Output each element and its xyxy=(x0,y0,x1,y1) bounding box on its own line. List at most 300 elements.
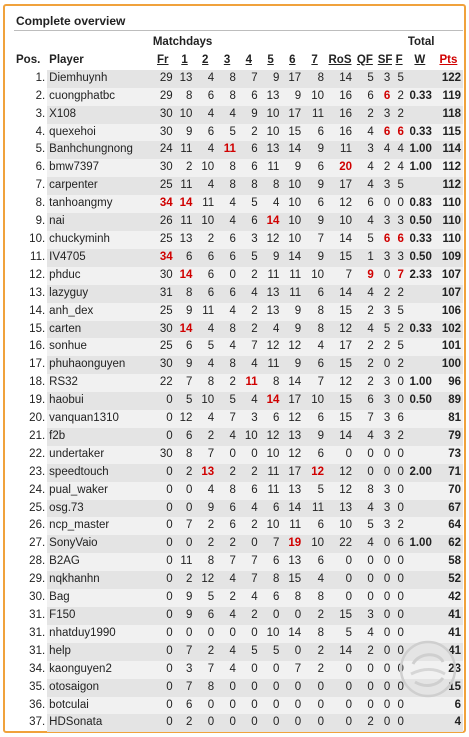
cell-d1: 8 xyxy=(175,446,195,464)
table-row xyxy=(14,177,463,195)
cell-d2: 8 xyxy=(194,679,216,697)
cell-sf: 3 xyxy=(376,374,393,392)
cell-pts: 112 xyxy=(434,159,463,177)
cell-d3: 4 xyxy=(216,607,238,625)
cell-pts: 58 xyxy=(434,553,463,571)
cell-d5: 6 xyxy=(260,589,282,607)
cell-d5: 10 xyxy=(260,625,282,643)
col-header-day5[interactable]: 5 xyxy=(267,53,274,66)
cell-f: 0 xyxy=(392,625,406,643)
cell-qf: 4 xyxy=(354,285,376,303)
cell-f: 4 xyxy=(392,159,406,177)
cell-ros: 15 xyxy=(326,356,354,374)
cell-f: 2 xyxy=(392,428,406,446)
cell-d5: 0 xyxy=(260,661,282,679)
table-row xyxy=(14,410,463,428)
cell-d1: 14 xyxy=(175,267,195,285)
cell-f: 0 xyxy=(392,392,406,410)
cell-sf: 6 xyxy=(376,231,393,249)
player-name: nqkhanhn xyxy=(47,571,151,589)
cell-d1: 7 xyxy=(175,643,195,661)
cell-sf: 2 xyxy=(376,338,393,356)
cell-d7: 2 xyxy=(303,607,326,625)
cell-pts: 112 xyxy=(434,177,463,195)
player-name: speedtouch xyxy=(47,464,151,482)
cell-pts: 122 xyxy=(434,70,463,88)
cell-sf: 3 xyxy=(376,482,393,500)
cell-sf: 4 xyxy=(376,141,393,159)
cell-d3: 2 xyxy=(216,535,238,553)
cell-ros: 0 xyxy=(326,571,354,589)
cell-d6: 15 xyxy=(281,124,303,142)
cell-d6: 14 xyxy=(281,249,303,267)
column-header-row xyxy=(14,52,463,70)
cell-w: 2.33 xyxy=(406,267,434,285)
col-header-pts[interactable]: Pts xyxy=(439,53,458,66)
cell-d2: 6 xyxy=(194,249,216,267)
cell-d6: 14 xyxy=(281,625,303,643)
table-row xyxy=(14,553,463,571)
row-position: 26. xyxy=(29,519,46,532)
cell-d3: 6 xyxy=(216,517,238,535)
table-row xyxy=(14,679,463,697)
cell-w xyxy=(406,714,434,732)
cell-ros: 0 xyxy=(326,714,354,732)
cell-d7: 0 xyxy=(303,697,326,715)
col-header-day1[interactable]: 1 xyxy=(181,53,188,66)
row-position: 21. xyxy=(29,429,46,442)
cell-qf: 0 xyxy=(354,661,376,679)
cell-f: 2 xyxy=(392,285,406,303)
player-name: nhatduy1990 xyxy=(47,625,151,643)
cell-d2: 11 xyxy=(194,195,216,213)
cell-d4: 2 xyxy=(238,303,260,321)
cell-d7: 7 xyxy=(303,374,326,392)
col-header-day3[interactable]: 3 xyxy=(223,53,231,66)
cell-fr: 24 xyxy=(151,141,175,159)
cell-pts: 70 xyxy=(434,482,463,500)
cell-d5: 6 xyxy=(260,553,282,571)
cell-fr: 31 xyxy=(151,285,175,303)
cell-d4: 10 xyxy=(238,428,260,446)
cell-ros: 11 xyxy=(326,141,354,159)
cell-sf: 0 xyxy=(376,195,393,213)
cell-qf: 2 xyxy=(354,643,376,661)
cell-d7: 0 xyxy=(303,714,326,732)
table-row xyxy=(14,88,463,106)
cell-w: 0.50 xyxy=(406,249,434,267)
cell-ros: 16 xyxy=(326,88,354,106)
row-position: 35. xyxy=(29,680,46,693)
cell-qf: 4 xyxy=(354,428,376,446)
cell-pts: 110 xyxy=(434,231,463,249)
col-header-ros[interactable]: RoS xyxy=(328,53,352,66)
cell-fr: 0 xyxy=(151,697,175,715)
cell-qf: 2 xyxy=(354,106,376,124)
cell-fr: 34 xyxy=(151,249,175,267)
cell-fr: 30 xyxy=(151,356,175,374)
cell-d4: 0 xyxy=(238,661,260,679)
cell-pts: 107 xyxy=(434,267,463,285)
cell-d3: 6 xyxy=(216,500,238,518)
cell-d6: 14 xyxy=(281,374,303,392)
cell-d1: 0 xyxy=(175,482,195,500)
cell-d4: 2 xyxy=(238,517,260,535)
cell-d6: 17 xyxy=(281,106,303,124)
cell-d7: 10 xyxy=(303,88,326,106)
cell-fr: 30 xyxy=(151,124,175,142)
col-header-w[interactable]: W xyxy=(414,53,426,66)
cell-f: 0 xyxy=(392,643,406,661)
cell-d2: 9 xyxy=(194,500,216,518)
cell-ros: 0 xyxy=(326,589,354,607)
cell-qf: 4 xyxy=(354,535,376,553)
cell-d5: 0 xyxy=(260,679,282,697)
cell-d4: 4 xyxy=(238,392,260,410)
cell-d7: 6 xyxy=(303,124,326,142)
cell-d1: 6 xyxy=(175,697,195,715)
row-position: 30. xyxy=(29,591,46,604)
row-position: 13. xyxy=(29,286,46,299)
cell-fr: 0 xyxy=(151,464,175,482)
cell-pts: 118 xyxy=(434,106,463,124)
cell-d4: 0 xyxy=(238,697,260,715)
cell-qf: 5 xyxy=(354,231,376,249)
table-row xyxy=(14,607,463,625)
cell-sf: 0 xyxy=(376,553,393,571)
cell-sf: 0 xyxy=(376,697,393,715)
cell-sf: 6 xyxy=(376,88,393,106)
cell-d5: 13 xyxy=(260,88,282,106)
cell-qf: 4 xyxy=(354,124,376,142)
cell-d6: 10 xyxy=(281,213,303,231)
cell-ros: 15 xyxy=(326,303,354,321)
cell-d3: 8 xyxy=(216,482,238,500)
cell-fr: 25 xyxy=(151,303,175,321)
col-header-qf[interactable]: QF xyxy=(356,53,373,66)
cell-d1: 6 xyxy=(175,428,195,446)
cell-d7: 2 xyxy=(303,661,326,679)
cell-d1: 3 xyxy=(175,661,195,679)
cell-fr: 29 xyxy=(151,70,175,88)
cell-d1: 2 xyxy=(175,464,195,482)
cell-d2: 4 xyxy=(194,356,216,374)
player-name: haobui xyxy=(47,392,151,410)
cell-d1: 7 xyxy=(175,679,195,697)
cell-fr: 22 xyxy=(151,374,175,392)
col-header-day2[interactable]: 2 xyxy=(202,53,209,66)
cell-d1: 2 xyxy=(175,159,195,177)
cell-w: 0.50 xyxy=(406,213,434,231)
cell-w: 2.00 xyxy=(406,464,434,482)
cell-d3: 8 xyxy=(216,70,238,88)
cell-f: 0 xyxy=(392,571,406,589)
cell-ros: 17 xyxy=(326,177,354,195)
cell-d7: 6 xyxy=(303,285,326,303)
player-name: pual_waker xyxy=(47,482,151,500)
cell-d3: 0 xyxy=(216,697,238,715)
cell-d3: 0 xyxy=(216,625,238,643)
cell-d5: 10 xyxy=(260,106,282,124)
cell-d6: 9 xyxy=(281,356,303,374)
cell-d3: 2 xyxy=(216,464,238,482)
cell-qf: 0 xyxy=(354,679,376,697)
cell-w xyxy=(406,500,434,518)
cell-d2: 4 xyxy=(194,177,216,195)
cell-sf: 0 xyxy=(376,571,393,589)
player-name: chuckyminh xyxy=(47,231,151,249)
cell-fr: 0 xyxy=(151,714,175,732)
cell-f: 0 xyxy=(392,446,406,464)
table-row xyxy=(14,285,463,303)
cell-d7: 12 xyxy=(303,464,326,482)
table-row xyxy=(14,392,463,410)
cell-d1: 2 xyxy=(175,714,195,732)
cell-ros: 12 xyxy=(326,482,354,500)
row-position: 7. xyxy=(35,179,46,192)
cell-pts: 6 xyxy=(434,697,463,715)
player-name: B2AG xyxy=(47,553,151,571)
cell-d6: 15 xyxy=(281,571,303,589)
cell-ros: 10 xyxy=(326,213,354,231)
group-header-row xyxy=(14,34,463,52)
cell-qf: 6 xyxy=(354,195,376,213)
cell-d7: 4 xyxy=(303,338,326,356)
player-name: anh_dex xyxy=(47,303,151,321)
cell-ros: 12 xyxy=(326,374,354,392)
overview-panel xyxy=(3,4,466,733)
cell-d3: 7 xyxy=(216,553,238,571)
cell-pts: 114 xyxy=(434,141,463,159)
col-header-f[interactable]: F xyxy=(395,53,403,66)
cell-d4: 0 xyxy=(238,535,260,553)
cell-fr: 30 xyxy=(151,321,175,339)
cell-d5: 8 xyxy=(260,177,282,195)
cell-pts: 89 xyxy=(434,392,463,410)
cell-ros: 0 xyxy=(326,446,354,464)
cell-sf: 0 xyxy=(376,714,393,732)
cell-pts: 41 xyxy=(434,607,463,625)
cell-d7: 8 xyxy=(303,321,326,339)
player-name: undertaker xyxy=(47,446,151,464)
cell-ros: 5 xyxy=(326,625,354,643)
cell-d4: 0 xyxy=(238,679,260,697)
player-name: bmw7397 xyxy=(47,159,151,177)
cell-d5: 11 xyxy=(260,356,282,374)
row-position: 16. xyxy=(29,340,46,353)
cell-d1: 0 xyxy=(175,535,195,553)
cell-f: 0 xyxy=(392,714,406,732)
cell-d3: 5 xyxy=(216,124,238,142)
cell-d6: 10 xyxy=(281,231,303,249)
cell-d1: 9 xyxy=(175,124,195,142)
cell-sf: 0 xyxy=(376,267,393,285)
cell-sf: 2 xyxy=(376,159,393,177)
cell-qf: 0 xyxy=(354,553,376,571)
table-row xyxy=(14,625,463,643)
cell-d3: 4 xyxy=(216,106,238,124)
cell-qf: 0 xyxy=(354,464,376,482)
cell-d4: 5 xyxy=(238,643,260,661)
cell-f: 6 xyxy=(392,535,406,553)
cell-fr: 0 xyxy=(151,679,175,697)
player-name: Bag xyxy=(47,589,151,607)
cell-d4: 2 xyxy=(238,464,260,482)
cell-d2: 11 xyxy=(194,303,216,321)
cell-fr: 0 xyxy=(151,643,175,661)
row-position: 36. xyxy=(29,698,46,711)
cell-d6: 12 xyxy=(281,410,303,428)
cell-d2: 5 xyxy=(194,338,216,356)
cell-pts: 81 xyxy=(434,410,463,428)
cell-sf: 6 xyxy=(376,124,393,142)
cell-d3: 6 xyxy=(216,249,238,267)
cell-d2: 4 xyxy=(194,141,216,159)
col-header-fr[interactable]: Fr xyxy=(157,53,169,66)
cell-d7: 9 xyxy=(303,141,326,159)
player-name: quexehoi xyxy=(47,124,151,142)
cell-pts: 73 xyxy=(434,446,463,464)
cell-fr: 0 xyxy=(151,500,175,518)
cell-d3: 5 xyxy=(216,392,238,410)
cell-d6: 13 xyxy=(281,428,303,446)
cell-d3: 6 xyxy=(216,231,238,249)
cell-sf: 3 xyxy=(376,213,393,231)
cell-d1: 11 xyxy=(175,213,195,231)
cell-d4: 2 xyxy=(238,321,260,339)
player-name: f2b xyxy=(47,428,151,446)
cell-d3: 4 xyxy=(216,303,238,321)
cell-d5: 4 xyxy=(260,195,282,213)
player-name: botculai xyxy=(47,697,151,715)
cell-d4: 5 xyxy=(238,249,260,267)
table-row xyxy=(14,213,463,231)
row-position: 15. xyxy=(29,322,46,335)
cell-pts: 107 xyxy=(434,285,463,303)
cell-f: 0 xyxy=(392,607,406,625)
cell-d4: 7 xyxy=(238,553,260,571)
cell-sf: 0 xyxy=(376,625,393,643)
cell-d7: 10 xyxy=(303,267,326,285)
cell-d6: 0 xyxy=(281,643,303,661)
player-name: Diemhuynh xyxy=(47,70,151,88)
cell-f: 0 xyxy=(392,500,406,518)
row-position: 34. xyxy=(29,662,46,675)
cell-d5: 12 xyxy=(260,338,282,356)
col-header-day6[interactable]: 6 xyxy=(289,53,296,66)
cell-ros: 12 xyxy=(326,195,354,213)
cell-sf: 2 xyxy=(376,285,393,303)
row-position: 37. xyxy=(29,716,46,729)
player-name: nai xyxy=(47,213,151,231)
cell-f: 5 xyxy=(392,177,406,195)
cell-qf: 3 xyxy=(354,141,376,159)
cell-w xyxy=(406,285,434,303)
cell-sf: 0 xyxy=(376,535,393,553)
table-row xyxy=(14,428,463,446)
cell-fr: 0 xyxy=(151,553,175,571)
cell-sf: 3 xyxy=(376,303,393,321)
table-row xyxy=(14,231,463,249)
cell-w: 0.83 xyxy=(406,195,434,213)
cell-d2: 0 xyxy=(194,714,216,732)
cell-f: 5 xyxy=(392,70,406,88)
cell-sf: 3 xyxy=(376,106,393,124)
player-name: HDSonata xyxy=(47,714,151,732)
col-header-day7[interactable]: 7 xyxy=(311,53,318,66)
col-header-day4[interactable]: 4 xyxy=(245,53,252,66)
cell-fr: 0 xyxy=(151,517,175,535)
cell-d6: 9 xyxy=(281,88,303,106)
cell-pts: 41 xyxy=(434,643,463,661)
cell-d2: 2 xyxy=(194,517,216,535)
cell-d7: 6 xyxy=(303,195,326,213)
cell-d6: 0 xyxy=(281,607,303,625)
cell-d1: 11 xyxy=(175,141,195,159)
cell-d1: 7 xyxy=(175,374,195,392)
cell-d1: 8 xyxy=(175,88,195,106)
cell-d1: 11 xyxy=(175,177,195,195)
cell-d2: 7 xyxy=(194,446,216,464)
cell-d5: 10 xyxy=(260,446,282,464)
cell-d3: 8 xyxy=(216,88,238,106)
cell-f: 4 xyxy=(392,141,406,159)
cell-d3: 6 xyxy=(216,285,238,303)
cell-d4: 9 xyxy=(238,106,260,124)
cell-d2: 2 xyxy=(194,643,216,661)
cell-d1: 6 xyxy=(175,249,195,267)
col-header-sf[interactable]: SF xyxy=(377,53,393,66)
cell-sf: 3 xyxy=(376,500,393,518)
cell-d2: 2 xyxy=(194,535,216,553)
cell-w xyxy=(406,589,434,607)
cell-qf: 4 xyxy=(354,177,376,195)
row-position: 17. xyxy=(29,358,46,371)
cell-d1: 14 xyxy=(175,195,195,213)
player-name: Banhchungnong xyxy=(47,141,151,159)
cell-qf: 3 xyxy=(354,607,376,625)
cell-d1: 13 xyxy=(175,231,195,249)
cell-d4: 4 xyxy=(238,589,260,607)
cell-pts: 41 xyxy=(434,625,463,643)
cell-w: 1.00 xyxy=(406,535,434,553)
cell-d4: 7 xyxy=(238,338,260,356)
cell-d2: 12 xyxy=(194,571,216,589)
cell-d5: 8 xyxy=(260,374,282,392)
row-position: 4. xyxy=(35,125,46,138)
cell-d3: 0 xyxy=(216,679,238,697)
cell-d1: 12 xyxy=(175,410,195,428)
cell-fr: 0 xyxy=(151,535,175,553)
cell-sf: 0 xyxy=(376,661,393,679)
player-name: IV4705 xyxy=(47,249,151,267)
cell-pts: 52 xyxy=(434,571,463,589)
cell-d5: 0 xyxy=(260,697,282,715)
cell-d4: 4 xyxy=(238,356,260,374)
cell-d4: 11 xyxy=(238,374,260,392)
table-row xyxy=(14,446,463,464)
table-row xyxy=(14,124,463,142)
cell-w xyxy=(406,177,434,195)
cell-qf: 5 xyxy=(354,70,376,88)
cell-qf: 2 xyxy=(354,374,376,392)
row-position: 10. xyxy=(29,232,46,245)
player-name: kaonguyen2 xyxy=(47,661,151,679)
cell-qf: 4 xyxy=(354,159,376,177)
cell-d5: 8 xyxy=(260,571,282,589)
cell-d1: 8 xyxy=(175,285,195,303)
player-name: RS32 xyxy=(47,374,151,392)
